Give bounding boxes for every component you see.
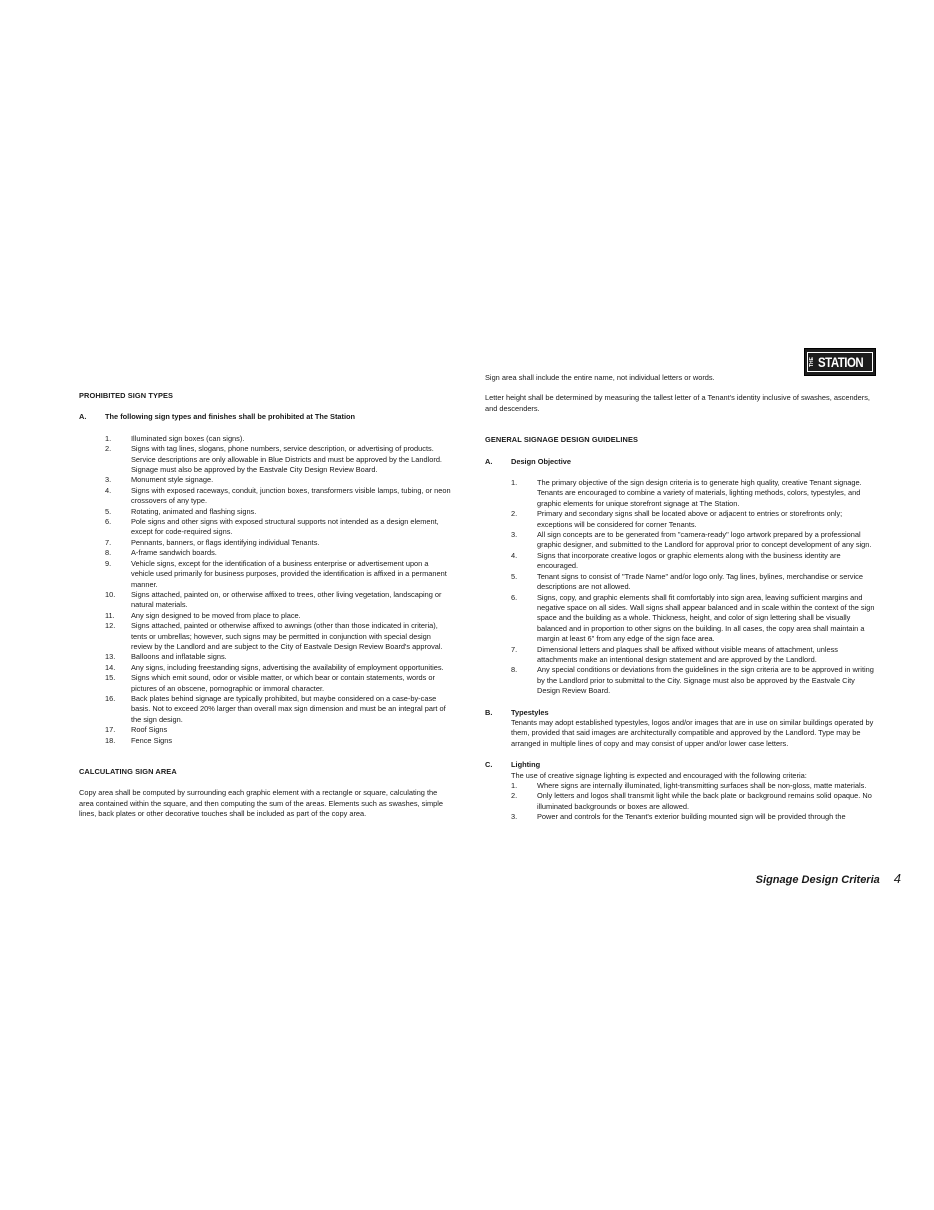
list-item	[105, 434, 451, 444]
list-item-text: Tenant signs to consist of "Trade Name" and/or logo only. Tag lines, bylines, merchandise or service descriptions are not allowed.	[537, 571, 863, 592]
list-item-number: 3.	[511, 812, 518, 822]
list-item-text: Only letters and logos shall transmit light while the back plate or background remains solid opaque. No illuminated backgrounds or boxes are allowed.	[537, 791, 872, 811]
list-item-text: Pole signs and other signs with exposed structural supports not intended as a design element, except for code-required signs.	[131, 517, 439, 537]
page-footer	[755, 871, 901, 886]
list-item	[511, 665, 875, 696]
list-item	[105, 444, 451, 475]
typestyles-letter: B.	[485, 707, 493, 717]
list-item-number: 7.	[511, 644, 518, 654]
prohibited-subheading	[79, 412, 451, 422]
design-objective-letter: A.	[485, 456, 493, 466]
design-objective-heading	[485, 457, 875, 467]
list-item-number: 12.	[105, 621, 116, 631]
list-item-number: 18.	[105, 735, 116, 745]
list-item	[105, 736, 451, 746]
list-item	[105, 475, 451, 485]
list-item-number: 3.	[511, 530, 518, 540]
list-item-number: 11.	[105, 610, 115, 620]
list-item-text: Illuminated sign boxes (can signs).	[131, 433, 245, 443]
sign-area-paragraph: Sign area shall include the entire name, not individual letters or words.	[485, 373, 715, 382]
list-item	[511, 478, 875, 509]
list-item	[511, 509, 875, 530]
list-item-number: 9.	[105, 558, 112, 568]
list-item-text: Back plates behind signage are typically prohibited, but maybe considered on a case-by-case basis. Not to exceed 20% larger than overall max sign dimension and must be an integral part of the sign design.	[131, 693, 446, 724]
list-item	[105, 611, 451, 621]
list-item	[105, 694, 451, 725]
list-item-text: Rotating, animated and flashing signs.	[131, 506, 257, 516]
footer-title: Signage Design Criteria	[755, 874, 880, 886]
list-item-number: 7.	[105, 537, 112, 547]
list-item	[105, 548, 451, 558]
list-item	[105, 673, 451, 694]
list-item-text: Signs with tag lines, slogans, phone numbers, service description, or advertising of products. Service descriptions are only allowable in Blue Districts and must be approved by the Landlord. Signage must also be approved by the Eastvale City Design Review Board.	[131, 444, 442, 475]
list-item	[105, 663, 451, 673]
list-item-text: Fence Signs	[131, 735, 173, 745]
list-item	[511, 572, 875, 593]
list-item-text: Signs with exposed raceways, conduit, junction boxes, transformers visible lamps, tubing, or neon crossovers of any type.	[131, 485, 451, 506]
list-item	[105, 725, 451, 735]
list-item	[511, 530, 875, 551]
list-item-number: 2.	[511, 791, 518, 801]
list-item-text: Any sign designed to be moved from place to place.	[131, 610, 301, 620]
list-item	[511, 645, 875, 666]
list-item-number: 8.	[511, 665, 518, 675]
logo-frame	[807, 352, 873, 372]
list-item	[105, 590, 451, 611]
list-item-number: 4.	[105, 485, 112, 495]
list-item	[105, 517, 451, 538]
list-item-text: Pennants, banners, or flags identifying individual Tenants.	[131, 537, 320, 547]
list-item	[511, 791, 875, 812]
typestyles-heading	[485, 708, 875, 718]
lighting-title: Lighting	[511, 760, 541, 770]
lighting-heading	[485, 760, 875, 770]
list-item	[105, 507, 451, 517]
page-number: 4	[893, 871, 901, 886]
typestyles-paragraph: Tenants may adopt established typestyles, logos and/or images that are in use on similar buildings operated by them, provided that said images are architecturally compatible and approved by the Landlord. Type may be arranged in multiple lines of copy and may consist of upper and/or lower case letters.	[511, 717, 874, 748]
list-item-number: 1.	[511, 781, 518, 790]
prohibited-sub-letter: A.	[79, 412, 87, 422]
list-item-text: Balloons and inflatable signs.	[131, 652, 227, 662]
list-item-number: 16.	[105, 693, 116, 703]
list-item-number: 1.	[105, 433, 112, 443]
left-column	[79, 391, 451, 820]
list-item	[511, 781, 875, 791]
list-item-text: Signs which emit sound, odor or visible matter, or which bear or contain statements, words or pictures of an obscene, pornographic or immoral character.	[131, 673, 435, 693]
list-item-number: 5.	[511, 571, 518, 581]
list-item-text: Signs attached, painted on, or otherwise affixed to trees, other living vegetation, landscaping or natural materials.	[131, 589, 442, 610]
list-item-number: 6.	[105, 517, 112, 527]
list-item-number: 15.	[105, 673, 116, 683]
list-item	[105, 486, 451, 507]
right-column	[485, 373, 875, 823]
list-item-text: Dimensional letters and plaques shall be affixed without visible means of attachment, unless attachments make an intentional design statement and are approved by the Landlord.	[537, 644, 838, 664]
list-item-text: Any signs, including freestanding signs, advertising the availability of employment opportunities.	[131, 662, 444, 672]
list-item-text: Where signs are internally illuminated, light-transmitting surfaces shall be non-gloss, matte materials.	[537, 781, 867, 790]
list-item-text: Any special conditions or deviations from the guidelines in the sign criteria are to be approved in writing by the Landlord prior to submittal to the City. Signage must also be approved by the Eastvale City Design Review Board.	[537, 665, 874, 696]
list-item-number: 17.	[105, 725, 116, 735]
typestyles-title: Typestyles	[511, 707, 549, 717]
prohibited-sub-title: The following sign types and finishes shall be prohibited at The Station	[105, 412, 356, 422]
lighting-letter: C.	[485, 760, 493, 770]
list-item	[105, 652, 451, 662]
list-item-text: Power and controls for the Tenant's exterior building mounted sign will be provided through the	[537, 812, 846, 822]
general-guidelines-heading: GENERAL SIGNAGE DESIGN GUIDELINES	[485, 435, 639, 445]
list-item-text: The primary objective of the sign design criteria is to generate high quality, creative Tenant signage. Tenants are encouraged to combine a variety of materials, lighting methods, colors, typestyles, and graphic elements for unique storefront signage at The Station.	[537, 478, 862, 508]
list-item-text: Roof Signs	[131, 725, 168, 735]
list-item-text: All sign concepts are to be generated from "camera-ready" logo artwork prepared by a professional graphic designer, and submitted to the Landlord for approval prior to concept development of any sign.	[537, 530, 872, 550]
list-item-number: 8.	[105, 548, 112, 558]
list-item-text: Signs, copy, and graphic elements shall fit comfortably into sign area, leaving sufficient margins and negative space on all sides. Wall signs shall appear balanced and in scale within the context of the sign space and the building as a whole. Thickness, height, and color of sign lettering shall be visually balanced and in proportion to other signs on the building. In all cases, the copy area shall maintain a margin at least 6" from any edge of the sign face area.	[537, 592, 875, 644]
prohibited-heading: PROHIBITED SIGN TYPES	[79, 391, 174, 400]
design-objective-title: Design Objective	[511, 456, 571, 466]
list-item-number: 2.	[511, 509, 518, 519]
list-item-text: Vehicle signs, except for the identification of a business enterprise or advertisement upon a vehicle used primarily for business purposes, provided the identification is affixed in a permanent manner.	[131, 558, 447, 589]
list-item	[105, 538, 451, 548]
letter-height-paragraph: Letter height shall be determined by measuring the tallest letter of a Tenant's identity inclusive of swashes, ascenders, and descenders.	[485, 393, 870, 413]
lighting-paragraph: The use of creative signage lighting is expected and encouraged with the following criteria:	[511, 770, 807, 780]
list-item	[105, 559, 451, 590]
list-item-number: 14.	[105, 662, 116, 672]
list-item-number: 5.	[105, 506, 112, 516]
design-objective-list	[511, 478, 875, 697]
list-item-number: 10.	[105, 589, 116, 599]
list-item-text: Signs that incorporate creative logos or graphic elements along with the business identity are encouraged.	[537, 550, 841, 571]
list-item	[511, 551, 875, 572]
list-item-number: 3.	[105, 475, 112, 485]
list-item-number: 2.	[105, 444, 112, 454]
list-item-text: Signs attached, painted or otherwise affixed to awnings (other than those indicated in criteria), tents or umbrellas; however, such signs may be permitted in conjunction with special design review by the Landlord and are subject to the City of Eastvale Design Review Board's approval.	[131, 621, 443, 651]
calculating-paragraph: Copy area shall be computed by surrounding each graphic element with a rectangle or square, calculating the area contained within the square, and then computing the sum of the areas. Elements such as swashes, simple lines, back plates or other decorative touches shall be included as part of the copy area.	[79, 788, 443, 819]
logo-station-text: STATION	[818, 354, 864, 370]
list-item	[105, 621, 451, 652]
lighting-list	[511, 781, 875, 823]
list-item-number: 6.	[511, 592, 518, 602]
prohibited-list	[105, 434, 451, 746]
list-item-number: 1.	[511, 478, 518, 488]
list-item	[511, 812, 875, 822]
list-item-number: 13.	[105, 652, 116, 662]
list-item-number: 4.	[511, 550, 518, 560]
list-item-text: A-frame sandwich boards.	[131, 548, 217, 558]
list-item-text: Primary and secondary signs shall be located above or adjacent to entries or storefronts only; exceptions will be considered for corner Tenants.	[537, 509, 843, 529]
calculating-heading: CALCULATING SIGN AREA	[79, 767, 177, 776]
list-item-text: Monument style signage.	[131, 475, 214, 485]
the-station-logo	[804, 348, 876, 376]
list-item	[511, 593, 875, 645]
logo-the-text: THE	[809, 357, 815, 367]
